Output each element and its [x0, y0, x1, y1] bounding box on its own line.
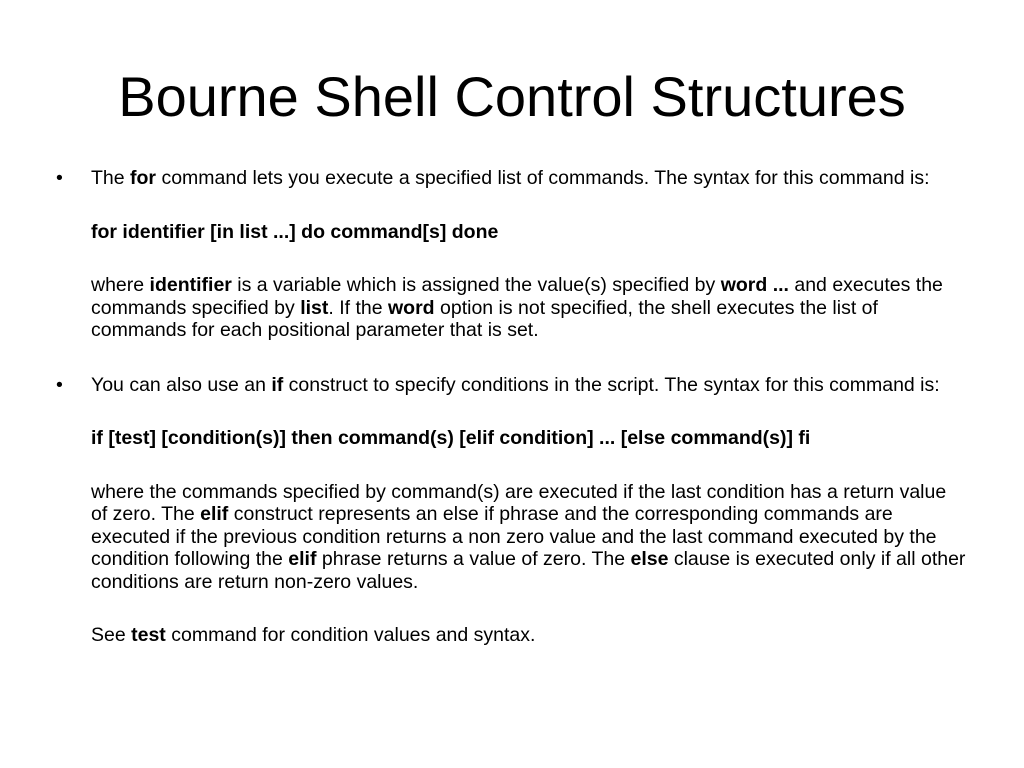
for-syntax: for identifier [in list ...] do command[s] done — [91, 220, 499, 243]
bullet-for — [56, 167, 966, 342]
for-keyword: for — [130, 167, 157, 189]
if-description: where the commands specified by command(s) are executed if the last condition has a return value of zero. The elif construct represents an else if phrase and the corresponding commands are executed if the previous condition returns a non zero value and the last command executed by the condition following the elif phrase returns a value of zero. The else clause is executed only if all other conditions are return non-zero values. — [91, 480, 966, 593]
bullet-dot: • — [56, 373, 63, 396]
if-syntax: if [test] [condition(s)] then command(s) [elif condition] ... [else command(s)] fi — [91, 427, 811, 449]
see-test-note: See test command for condition values and syntax. — [91, 624, 536, 646]
bullet-dot: • — [56, 167, 63, 189]
if-intro: You can also use an if construct to specify conditions in the script. The syntax for this command is: — [91, 373, 940, 396]
slide-title: Bourne Shell Control Structures — [118, 65, 906, 128]
bullet-if — [56, 374, 966, 647]
if-keyword: if — [271, 373, 284, 396]
slide-body — [56, 167, 966, 647]
for-description: where identifier is a variable which is assigned the value(s) specified by word ... and executes the commands specified by list. If the word option is not specified, the shell executes the list of commands for each positional parameter that is set. — [91, 274, 943, 341]
for-intro: The for command lets you execute a specified list of commands. The syntax for this command is: — [91, 167, 930, 189]
